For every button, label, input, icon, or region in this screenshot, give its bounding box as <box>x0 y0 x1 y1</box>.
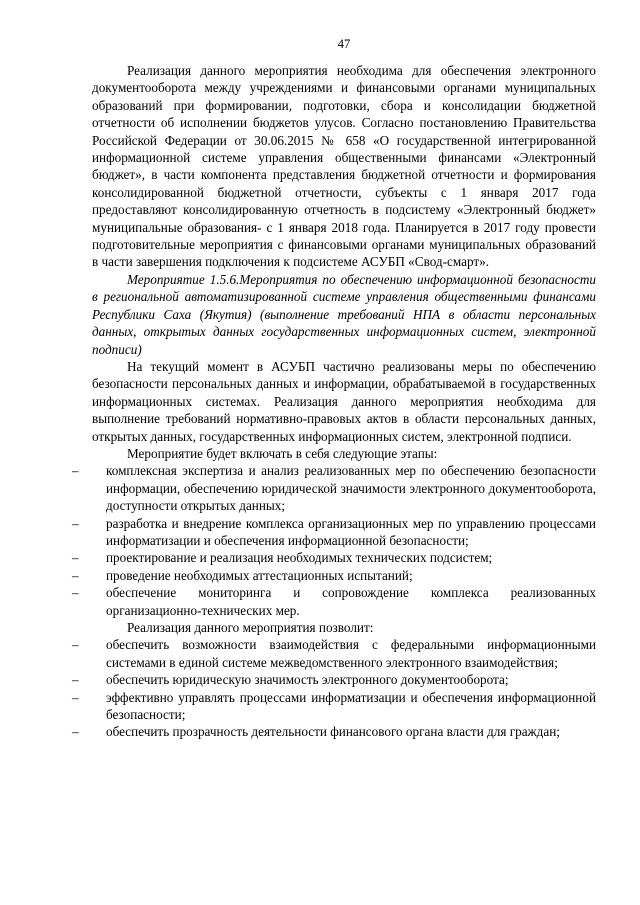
list-item <box>72 636 596 671</box>
list-item-text: проектирование и реализация необходимых технических подсистем; <box>106 550 493 566</box>
list-item <box>72 671 596 688</box>
paragraph-current-state: На текущий момент в АСУБП частично реализованы меры по обеспечению безопасности персональных данных и информации, обрабатываемой в государственных информационных системах. Реализация данного мероприятия необходима для выполнение требований нормативно-правовых актов в области персональных данных, открытых данных, государственных информационных систем, электронной подписи. <box>92 358 596 444</box>
list-item <box>72 723 596 740</box>
list-item-text: разработка и внедрение комплекса организационных мер по управлению процессами информатизации и обеспечения информационной безопасности; <box>106 515 596 548</box>
dash-bullet <box>72 689 79 706</box>
list-item-text: эффективно управлять процессами информатизации и обеспечения информационной безопасности; <box>106 689 596 723</box>
measure-heading: Мероприятие 1.5.6.Мероприятия по обеспечению информационной безопасности в региональной автоматизированной системе управления общественными финансами Республики Саха (Якутия) (выполнение требований НПА в области персональных данных, открытых данных государственных информационных систем, электронной подписи) <box>92 271 596 357</box>
page-number: 47 <box>337 37 351 51</box>
paragraph-implementation: Реализация данного мероприятия необходима для обеспечения электронного документооборота между учреждениями и финансовыми органами муниципальных образований при формировании, подготовки, сбора и консолидации бюджетной отчетности об исполнении бюджетов улусов. Согласно постановлению Правительства Российской Федерации от 30.06.2015 № 658 «О государственной интегрированной информационной системе управления общественными финансами «Электронный бюджет», в части компонента представления бюджетной отчетности и формирования консолидированной бюджетной отчетности, субъекты с 1 января 2017 года предоставляют консолидированную отчетность в подсистему «Электронный бюджет» муниципальные образования- с 1 января 2018 года. Планируется в 2017 году провести подготовительные мероприятия с финансовыми органами муниципальных образований в части завершения подключения к подсистеме АСУБП «Свод-смарт». <box>92 63 596 270</box>
list-item <box>72 567 596 584</box>
outcomes-list <box>92 636 596 740</box>
dash-bullet <box>72 723 79 740</box>
list-item-text: проведение необходимых аттестационных испытаний; <box>106 567 413 583</box>
list-item <box>72 689 596 724</box>
list-item <box>72 584 596 619</box>
list-item <box>72 549 596 566</box>
stages-list <box>92 462 596 619</box>
list-item-text: обеспечение мониторинга и сопровождение комплекса реализованных организационно-технических мер. <box>106 585 596 618</box>
list-item-text: обеспечить прозрачность деятельности финансового органа власти для граждан; <box>106 724 560 740</box>
dash-bullet <box>72 584 79 601</box>
list-item-text: обеспечить юридическую значимость электронного документооборота; <box>106 672 509 688</box>
dash-bullet <box>72 567 79 584</box>
dash-bullet <box>72 549 79 566</box>
list-item-text: обеспечить возможности взаимодействия с федеральными информационными системами в единой системе межведомственного электронного взаимодействия; <box>106 637 596 670</box>
list-item <box>72 515 596 550</box>
paragraph-outcomes-intro: Реализация данного мероприятия позволит: <box>127 620 374 635</box>
dash-bullet <box>72 462 79 479</box>
list-item-text: комплексная экспертиза и анализ реализованных мер по обеспечению безопасности информации, обеспечению юридической значимости электронного документооборота, доступности открытых данных; <box>106 463 596 514</box>
dash-bullet <box>72 515 79 532</box>
list-item <box>72 462 596 514</box>
paragraph-stages-intro: Мероприятие будет включать в себя следующие этапы: <box>127 445 438 461</box>
dash-bullet <box>72 671 79 688</box>
dash-bullet <box>72 636 79 653</box>
